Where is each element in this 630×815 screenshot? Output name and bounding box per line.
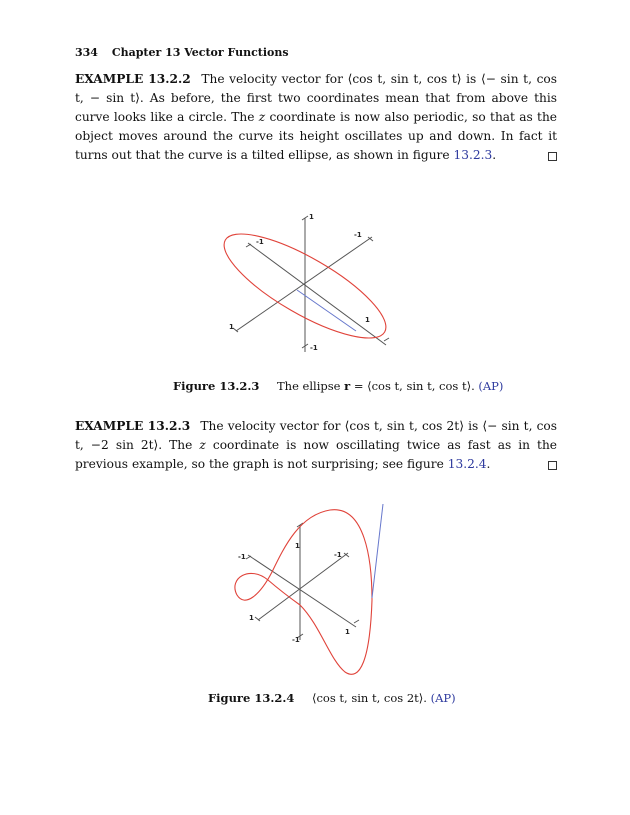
figure-ref-13-2-3[interactable]: 13.2.3	[453, 148, 493, 162]
var-z: z	[199, 438, 206, 452]
tick-x-pos: 1	[365, 316, 370, 324]
tick-z-neg: -1	[292, 636, 300, 644]
tick-z-neg: -1	[310, 344, 318, 352]
caption-pre: The ellipse	[277, 379, 341, 393]
chapter-title: Chapter 13 Vector Functions	[111, 46, 289, 59]
period: .	[486, 457, 491, 471]
tick-y-neg: -1	[334, 551, 342, 559]
example-text-b: coordinate is now oscillating twice as fast as in the previous example, so the graph is not surprising; see figure	[75, 438, 558, 471]
tangent-vector	[372, 504, 383, 598]
tick-z-pos: 1	[309, 213, 314, 221]
tick-y-pos: 1	[229, 323, 234, 331]
figure-label: Figure 13.2.4	[208, 691, 295, 705]
figure-13-2-4-caption	[208, 691, 456, 705]
caption-text: ⟨cos t, sin t, cos 2t⟩.	[312, 691, 427, 705]
tick-y-pos: 1	[249, 614, 254, 622]
example-label: EXAMPLE 13.2.3	[75, 419, 191, 433]
page-number: 334	[75, 46, 98, 59]
tick-z-pos: 1	[295, 542, 300, 550]
ap-link[interactable]: (AP)	[478, 379, 504, 393]
ap-link[interactable]: (AP)	[430, 691, 456, 705]
figure-label: Figure 13.2.3	[173, 379, 260, 393]
example-text-a: The velocity vector for ⟨cos t, sin t, cos 2t⟩ is ⟨− sin t, cos t, −2 sin 2t⟩. The	[75, 419, 558, 452]
caption-post: = ⟨cos t, sin t, cos t⟩.	[353, 379, 475, 393]
period: .	[492, 148, 497, 162]
y-axis	[258, 553, 348, 620]
tick-x-neg: -1	[256, 238, 264, 246]
x-axis	[248, 555, 356, 627]
example-label: EXAMPLE 13.2.2	[75, 72, 191, 86]
var-z: z	[258, 110, 266, 124]
figure-ref-13-2-4[interactable]: 13.2.4	[447, 457, 487, 471]
example-text-a: The velocity vector for ⟨cos t, sin t, cos t⟩ is ⟨− sin t, cos t, − sin t⟩. As before, the first two coordinates mean that from above this curve looks like a circle. The	[75, 72, 558, 124]
example-text-b: coordinate is now also periodic, so that as the object moves around the curve its height oscillates up and down. In fact it turns out that the curve is a tilted ellipse, as shown in figure	[75, 110, 558, 162]
tick-y-neg: -1	[354, 231, 362, 239]
tick-x-neg: -1	[238, 553, 246, 561]
tick-x-pos: 1	[345, 628, 350, 636]
caption-r: r	[344, 379, 351, 393]
